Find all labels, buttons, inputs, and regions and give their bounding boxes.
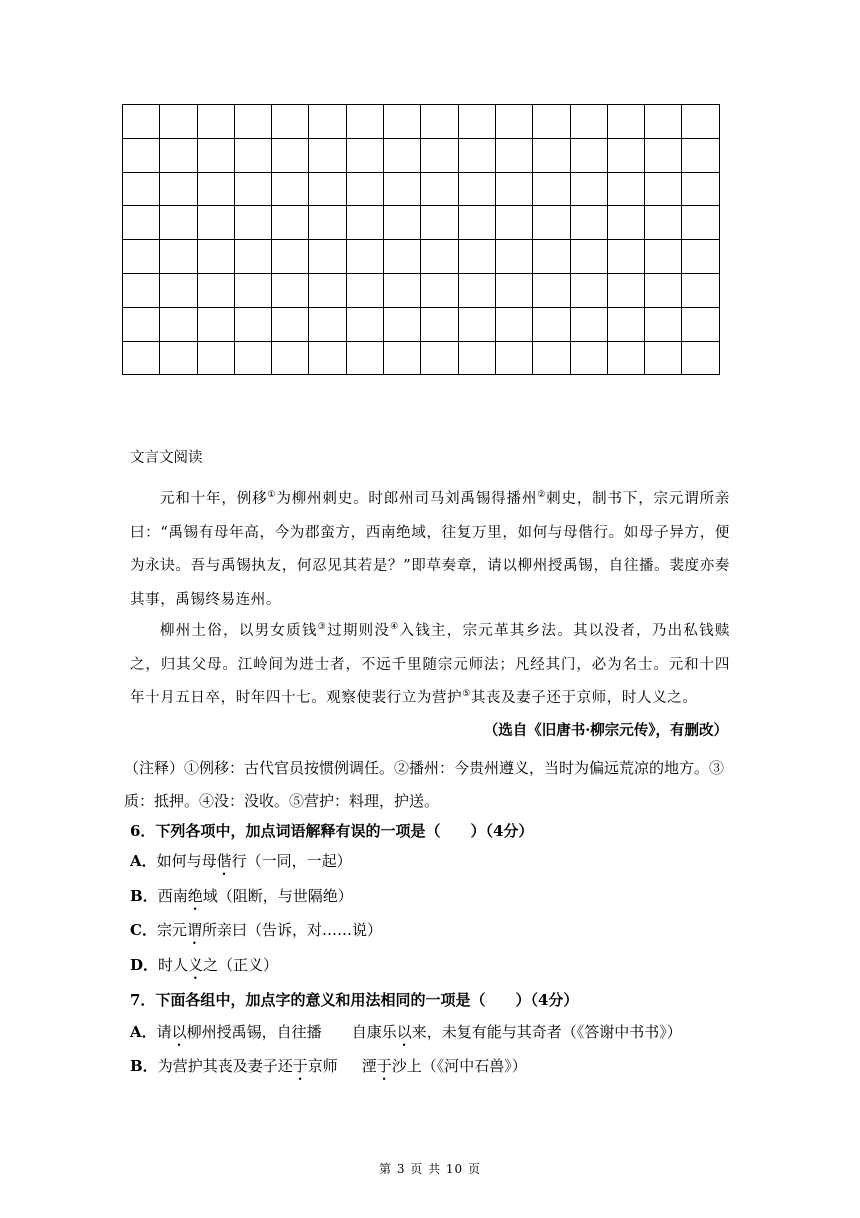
dotted-word: 绝 — [187, 887, 203, 905]
grid-cell — [123, 307, 160, 341]
grid-cell — [421, 307, 458, 341]
option-text: 柳州授禹锡，自往播 — [186, 1023, 322, 1041]
dotted-word: 于 — [292, 1057, 308, 1075]
dotted-word: 以 — [171, 1023, 187, 1041]
grid-cell — [234, 172, 271, 206]
grid-cell — [682, 105, 719, 139]
grid-cell — [346, 138, 383, 172]
grid-cell — [533, 172, 570, 206]
grid-cell — [123, 240, 160, 274]
grid-cell — [533, 105, 570, 139]
grid-cell — [234, 307, 271, 341]
grid-cell — [197, 206, 234, 240]
question-7-stem — [130, 990, 730, 1010]
grid-cell — [682, 206, 719, 240]
grid-cell — [346, 206, 383, 240]
question-7-text: 7．下面各组中，加点字的意义和用法相同的一项是（ ）（4分） — [130, 991, 579, 1009]
grid-cell — [309, 273, 346, 307]
grid-cell — [458, 273, 495, 307]
grid-cell — [495, 240, 532, 274]
page-footer: 第 3 页 共 10 页 — [379, 1162, 481, 1176]
option-label: C． — [130, 921, 157, 939]
grid-cell — [533, 307, 570, 341]
grid-cell — [682, 273, 719, 307]
grid-row — [123, 307, 720, 341]
grid-cell — [384, 105, 421, 139]
grid-cell — [272, 273, 309, 307]
grid-cell — [645, 206, 682, 240]
grid-cell — [682, 307, 719, 341]
p2-text-b: 过期则没 — [327, 623, 391, 639]
section-title: 文言文阅读 — [130, 450, 203, 466]
grid-cell — [458, 307, 495, 341]
grid-cell — [533, 273, 570, 307]
option-text: 来，未复有能与其奇者（《答谢中书书》） — [411, 1023, 682, 1041]
note-ref-1: ① — [267, 490, 277, 501]
grid-cell — [309, 138, 346, 172]
writing-grid — [122, 104, 720, 375]
grid-cell — [645, 138, 682, 172]
option-text: 沙上（《河中石兽》） — [391, 1057, 527, 1075]
grid-cell — [421, 105, 458, 139]
option-label: B． — [130, 887, 158, 905]
grid-cell — [607, 172, 644, 206]
option-text: 之（正义） — [203, 956, 279, 974]
grid-cell — [160, 105, 197, 139]
grid-cell — [234, 206, 271, 240]
grid-row — [123, 341, 720, 375]
grid-cell — [234, 105, 271, 139]
annotation-notes: （注释）①例移：古代官员按惯例调任。②播州：今贵州遵义，当时为偏远荒凉的地方。③质：抵押。④没：没收。⑤营护：料理，护送。 — [124, 759, 725, 810]
grid-cell — [645, 240, 682, 274]
grid-cell — [384, 206, 421, 240]
grid-row — [123, 105, 720, 139]
grid-cell — [421, 172, 458, 206]
grid-cell — [645, 307, 682, 341]
option-text: 西南 — [157, 887, 188, 905]
grid-cell — [682, 341, 719, 375]
grid-cell — [421, 273, 458, 307]
grid-cell — [309, 105, 346, 139]
grid-cell — [234, 240, 271, 274]
grid-cell — [346, 172, 383, 206]
grid-cell — [123, 105, 160, 139]
grid-row — [123, 138, 720, 172]
grid-cell — [607, 240, 644, 274]
passage-paragraph-1 — [130, 483, 730, 617]
grid-cell — [160, 307, 197, 341]
grid-cell — [197, 307, 234, 341]
note-ref-5: ⑤ — [462, 689, 471, 700]
grid-cell — [570, 273, 607, 307]
grid-row — [123, 172, 720, 206]
grid-cell — [123, 138, 160, 172]
grid-cell — [309, 172, 346, 206]
question-6-option-b — [130, 886, 730, 914]
grid-cell — [160, 341, 197, 375]
grid-cell — [384, 172, 421, 206]
note-ref-3: ③ — [317, 622, 328, 633]
option-text: 行（一同，一起） — [231, 852, 352, 870]
grid-cell — [384, 138, 421, 172]
grid-cell — [346, 341, 383, 375]
grid-cell — [458, 206, 495, 240]
grid-row — [123, 206, 720, 240]
grid-cell — [384, 341, 421, 375]
note-ref-2: ② — [537, 490, 547, 501]
p2-text-a: 柳州土俗，以男女质钱 — [160, 623, 318, 639]
option-text: 域（阻断，与世隔绝） — [202, 887, 353, 905]
grid-cell — [645, 341, 682, 375]
option-text: 时人 — [158, 956, 189, 974]
grid-cell — [458, 105, 495, 139]
grid-cell — [570, 206, 607, 240]
grid-cell — [123, 341, 160, 375]
grid-cell — [272, 307, 309, 341]
grid-cell — [160, 240, 197, 274]
grid-cell — [607, 138, 644, 172]
grid-cell — [570, 172, 607, 206]
option-text: 京师 — [307, 1057, 338, 1075]
grid-cell — [346, 307, 383, 341]
question-6-option-d — [130, 955, 730, 983]
grid-cell — [607, 273, 644, 307]
option-label: A． — [130, 1023, 157, 1041]
option-label: D． — [130, 956, 159, 974]
question-7-option-b — [130, 1056, 730, 1084]
question-6-option-c — [130, 920, 730, 948]
grid-cell — [570, 307, 607, 341]
question-7-option-a — [130, 1022, 730, 1050]
grid-cell — [197, 341, 234, 375]
grid-cell — [160, 138, 197, 172]
grid-cell — [458, 172, 495, 206]
grid-cell — [309, 206, 346, 240]
option-label: A． — [130, 852, 157, 870]
p2-text-c: 入钱主，宗元革其乡法。其以没者，乃出私钱赎之，归其父母。江岭间为进士者，不远千里随宗元师法；凡经其门，必为名士。元和十四年十月五日卒，时年四十七。观察使裴行立为营护 — [130, 623, 731, 706]
grid-cell — [309, 307, 346, 341]
p1-text-b: 为柳州刺史。时郎州司马刘禹锡得播州 — [276, 491, 538, 507]
dotted-word: 谓 — [186, 921, 202, 939]
grid-cell — [533, 206, 570, 240]
option-text: 湮 — [361, 1057, 377, 1075]
p2-text-d: 其丧及妻子还于京师，时人义之。 — [470, 690, 698, 706]
option-text: 自康乐 — [351, 1023, 397, 1041]
grid-cell — [570, 105, 607, 139]
option-text: 为营护其丧及妻子还 — [157, 1057, 293, 1075]
grid-cell — [421, 138, 458, 172]
grid-cell — [346, 273, 383, 307]
grid-cell — [495, 273, 532, 307]
grid-cell — [346, 105, 383, 139]
grid-cell — [272, 138, 309, 172]
grid-cell — [682, 172, 719, 206]
grid-cell — [421, 240, 458, 274]
grid-cell — [607, 341, 644, 375]
grid-cell — [682, 138, 719, 172]
grid-cell — [384, 240, 421, 274]
p1-text-c: 刺史，制书下，宗元谓所亲曰：“禹锡有母年高，今为郡蛮方，西南绝域，往复万里，如何与母偕行。如母子异方，便为永诀。吾与禹锡执友，何忍见其若是？”即草奏章，请以柳州授禹锡，自往播。裴度亦奏其事，禹锡终易连州。 — [130, 491, 731, 608]
grid-cell — [533, 138, 570, 172]
grid-cell — [123, 273, 160, 307]
dotted-word: 于 — [376, 1057, 392, 1075]
option-text: 宗元 — [156, 921, 187, 939]
option-text: 所亲曰（告诉，对……说） — [201, 921, 382, 939]
passage-source: （选自《旧唐书·柳宗元传》，有删改） — [483, 722, 728, 739]
grid-cell — [123, 172, 160, 206]
passage-paragraph-2 — [130, 615, 730, 716]
grid-cell — [384, 273, 421, 307]
grid-cell — [272, 341, 309, 375]
grid-cell — [272, 172, 309, 206]
grid-cell — [645, 105, 682, 139]
grid-cell — [309, 240, 346, 274]
p1-text-a: 元和十年，例移 — [160, 491, 268, 507]
grid-cell — [682, 240, 719, 274]
grid-cell — [272, 105, 309, 139]
grid-cell — [495, 307, 532, 341]
grid-cell — [607, 206, 644, 240]
grid-cell — [421, 341, 458, 375]
question-6-stem — [130, 821, 730, 841]
grid-cell — [495, 105, 532, 139]
option-text: 请 — [156, 1023, 172, 1041]
grid-cell — [421, 206, 458, 240]
grid-cell — [495, 206, 532, 240]
note-ref-4: ④ — [390, 622, 400, 633]
dotted-word: 以 — [396, 1023, 412, 1041]
grid-cell — [309, 341, 346, 375]
grid-cell — [197, 138, 234, 172]
grid-cell — [234, 341, 271, 375]
option-text: 如何与母 — [156, 852, 217, 870]
grid-cell — [495, 138, 532, 172]
grid-cell — [570, 138, 607, 172]
dotted-word: 义 — [188, 956, 204, 974]
grid-cell — [607, 307, 644, 341]
grid-cell — [197, 273, 234, 307]
grid-row — [123, 273, 720, 307]
grid-cell — [645, 172, 682, 206]
grid-cell — [495, 172, 532, 206]
question-6-option-a — [130, 851, 730, 879]
grid-cell — [272, 206, 309, 240]
grid-cell — [197, 172, 234, 206]
grid-cell — [495, 341, 532, 375]
option-label: B． — [130, 1057, 158, 1075]
grid-cell — [160, 206, 197, 240]
grid-cell — [533, 240, 570, 274]
grid-row — [123, 240, 720, 274]
grid-cell — [234, 138, 271, 172]
grid-cell — [234, 273, 271, 307]
grid-cell — [160, 273, 197, 307]
grid-cell — [570, 240, 607, 274]
grid-cell — [533, 341, 570, 375]
grid-cell — [458, 341, 495, 375]
grid-cell — [197, 240, 234, 274]
grid-cell — [384, 307, 421, 341]
grid-cell — [272, 240, 309, 274]
grid-cell — [197, 105, 234, 139]
dotted-word: 偕 — [216, 852, 232, 870]
grid-cell — [607, 105, 644, 139]
question-6-text: 6．下列各项中，加点词语解释有误的一项是（ ）（4分） — [130, 822, 534, 840]
grid-cell — [346, 240, 383, 274]
grid-cell — [570, 341, 607, 375]
grid-cell — [458, 240, 495, 274]
grid-cell — [123, 206, 160, 240]
grid-cell — [645, 273, 682, 307]
grid-cell — [160, 172, 197, 206]
grid-cell — [458, 138, 495, 172]
